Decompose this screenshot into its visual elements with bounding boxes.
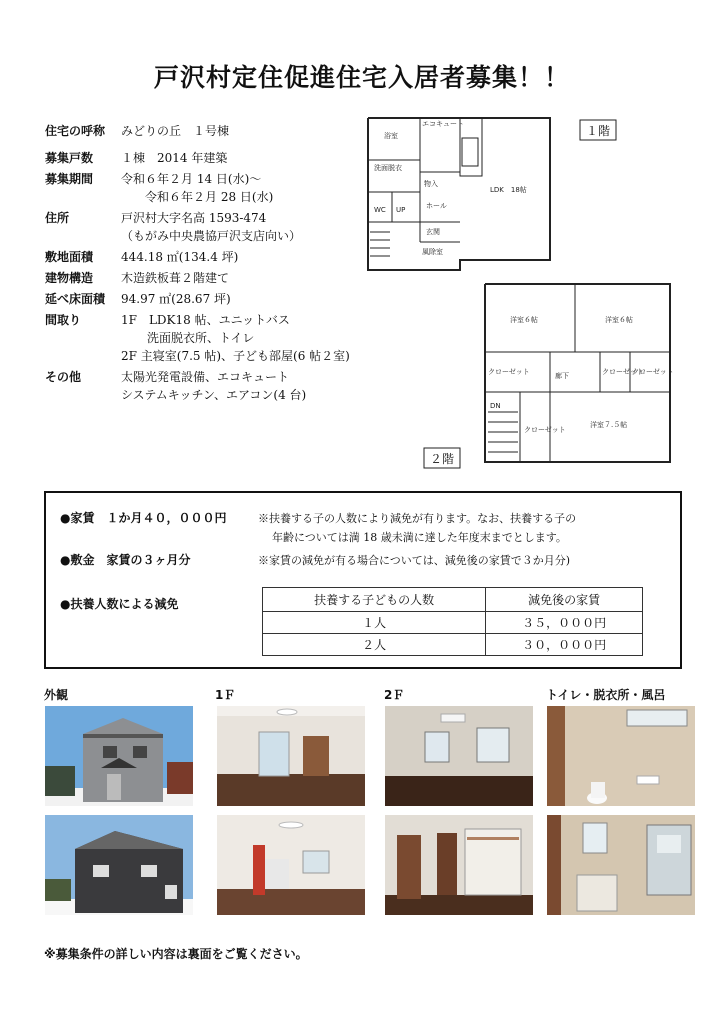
structure-value: 木造鉄板葺２階建て	[121, 271, 230, 285]
room-ecocute: エコキュート	[422, 120, 464, 128]
floor-plan-drawing	[360, 112, 680, 472]
2f-photo-2	[385, 815, 533, 915]
floor-1-label: １階	[586, 124, 611, 138]
photo-label-exterior: 外観	[44, 688, 69, 702]
other-1: 太陽光発電設備、エコキュート	[121, 370, 290, 384]
room-western-b: 洋室６帖	[605, 316, 633, 324]
room-bath: 浴室	[384, 132, 398, 140]
table-cell: １人	[263, 612, 486, 634]
deposit-note: ※家賃の減免が有る場合については、減免後の家賃で３か月分)	[258, 554, 571, 567]
units-value: １棟 2014 年建築	[121, 151, 228, 165]
lot-value: 444.18 ㎡(134.4 坪)	[121, 250, 239, 264]
rent-note-1: ※扶養する子の人数により減免が有ります。なお、扶養する子の	[258, 512, 577, 525]
wet-area-photo-2	[547, 815, 695, 915]
reduction-table	[262, 587, 643, 656]
rent-info-box	[44, 491, 682, 669]
structure-label: 建物構造	[45, 271, 94, 285]
reduction-label: ●扶養人数による減免	[60, 597, 179, 611]
exterior-photo-2	[45, 815, 193, 915]
room-western-a: 洋室６帖	[510, 316, 538, 324]
room-hall: ホール	[426, 202, 447, 210]
deposit-label: ●敷金 家賃の３ヶ月分	[60, 553, 191, 567]
room-entrance: 玄関	[426, 228, 440, 236]
layout-label: 間取り	[45, 313, 82, 327]
period-end: 令和６年２月 28 日(水)	[145, 190, 274, 204]
room-ldk: LDK 18帖	[490, 186, 527, 194]
address-value: 戸沢村大字名高 1593-474	[121, 211, 267, 225]
layout-1f-cont: 洗面脱衣所、トイレ	[147, 331, 255, 345]
table-header: 扶養する子どもの人数	[263, 588, 486, 612]
room-storage: 物入	[424, 180, 438, 188]
table-cell: ３０，０００円	[486, 634, 643, 656]
layout-1f: 1F LDK18 帖、ユニットバス	[121, 313, 290, 327]
photo-label-wet: トイレ・脱衣所・風呂	[546, 688, 666, 702]
floor-plans	[360, 112, 680, 472]
rent-label: ●家賃 １か月４０，０００円	[60, 511, 227, 525]
floor-area-label: 延べ床面積	[45, 292, 106, 306]
table-row	[263, 634, 643, 656]
lot-label: 敷地面積	[45, 250, 94, 264]
table-cell: ２人	[263, 634, 486, 656]
table-cell: ３５，０００円	[486, 612, 643, 634]
property-info	[45, 122, 375, 407]
closet-1: クローゼット	[488, 368, 530, 376]
table-row	[263, 612, 643, 634]
wet-area-photo-1	[547, 706, 695, 806]
room-master: 洋室７.５帖	[590, 421, 628, 429]
room-wc: WC	[374, 206, 386, 214]
floor-2-label: ２階	[430, 452, 455, 466]
1f-photo-1	[217, 706, 365, 806]
address-label: 住所	[45, 211, 70, 225]
other-2: システムキッチン、エアコン(4 台)	[121, 388, 307, 402]
2f-photo-1	[385, 706, 533, 806]
closet-2: クローゼット	[602, 368, 644, 376]
rent-note-2: 年齢については満 18 歳未満に達した年度末までとします。	[272, 531, 567, 544]
name-value: みどりの丘 １号棟	[121, 124, 230, 138]
room-windbreak: 風除室	[422, 248, 443, 256]
room-washroom: 洗面脱衣	[374, 164, 402, 172]
address-note: （もがみ中央農協戸沢支店向い）	[121, 229, 302, 243]
page-title: 戸沢村定住促進住宅入居者募集！！	[153, 63, 570, 92]
period-start: 令和６年２月 14 日(水)～	[121, 172, 262, 186]
room-corridor: 廊下	[555, 372, 569, 380]
other-label: その他	[45, 370, 82, 384]
closet-3: クローゼット	[632, 368, 674, 376]
closet-4: クローゼット	[524, 426, 566, 434]
units-label: 募集戸数	[45, 151, 94, 165]
name-label: 住宅の呼称	[45, 124, 106, 138]
label-up: UP	[396, 206, 406, 214]
photo-label-2f: 2Ｆ	[384, 688, 405, 702]
table-header: 減免後の家賃	[486, 588, 643, 612]
layout-2f: 2F 主寝室(7.5 帖)、子ども部屋(6 帖２室)	[121, 349, 350, 363]
label-dn: DN	[490, 402, 501, 410]
photo-label-1f: 1Ｆ	[215, 688, 236, 702]
floor-area-value: 94.97 ㎡(28.67 坪)	[121, 292, 231, 306]
footer-note: ※募集条件の詳しい内容は裏面をご覧ください。	[44, 947, 308, 961]
exterior-photo-1	[45, 706, 193, 806]
1f-photo-2	[217, 815, 365, 915]
period-label: 募集期間	[45, 172, 94, 186]
